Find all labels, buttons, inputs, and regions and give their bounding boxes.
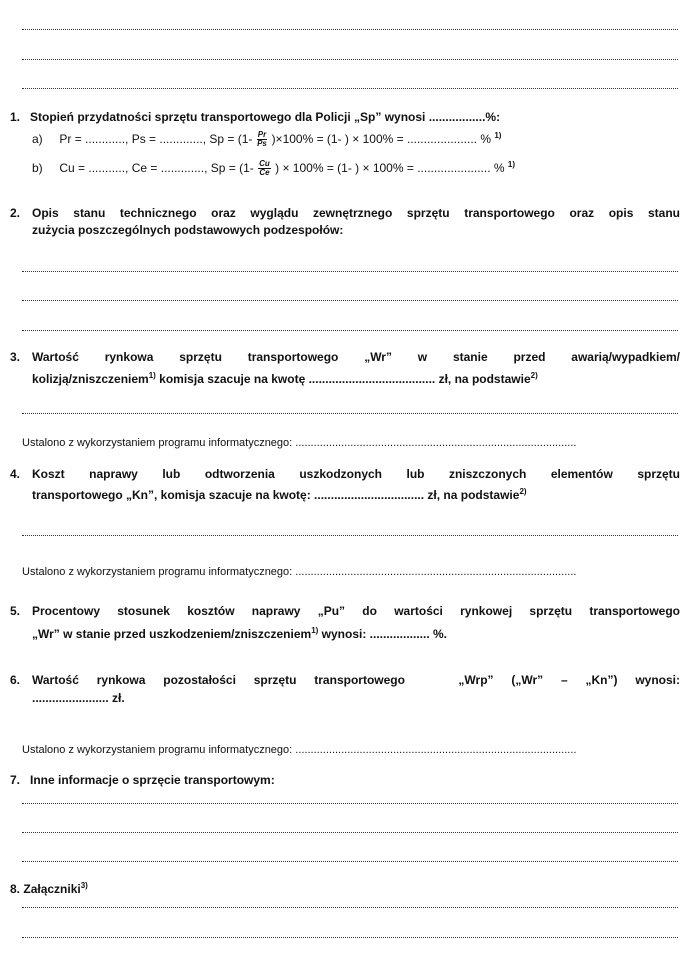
section-1b-fraction [258, 160, 271, 177]
footnote-ref: 3) [80, 881, 88, 890]
top-dotted-line-2[interactable] [22, 59, 678, 60]
top-dotted-line-1[interactable] [22, 29, 678, 30]
section-3-line-2 [32, 368, 538, 387]
footnote-ref: 2) [519, 487, 527, 496]
section-8-label: Załączniki [23, 882, 81, 896]
section-8-title [10, 878, 88, 897]
section-6-line-1: Wartość rynkowa pozostałości sprzętu transportowego „Wrp” („Wr” – „Kn”) wynosi: [32, 673, 680, 687]
section-5-line-2 [32, 623, 447, 642]
section-1a-text: Pr = ............, Ps = ............., Sp = (1- [59, 132, 253, 146]
section-4-dotted-line[interactable] [22, 535, 678, 536]
section-1b-text: Cu = ..........., Ce = ............., Sp = (1- [59, 161, 254, 175]
section-2-dotted-line-1[interactable] [22, 271, 678, 272]
section-2-line-2: zużycia poszczególnych podstawowych podzespołów: [32, 223, 344, 237]
section-2-dotted-line-3[interactable] [22, 330, 678, 331]
section-1a-label: a) [32, 132, 43, 146]
section-4-established: Ustalono z wykorzystaniem programu informatycznego: ............................................................................................ [22, 566, 577, 578]
section-3-dotted-line[interactable] [22, 413, 678, 414]
section-3-line-2a: kolizją/zniszczeniem [32, 372, 149, 386]
footnote-ref: 1) [311, 626, 319, 635]
section-2-number: 2. [10, 206, 21, 220]
fraction-numerator: Pr [257, 130, 267, 140]
footnote-ref: 1) [494, 131, 502, 140]
section-6-number: 6. [10, 673, 21, 687]
fraction-denominator: Ce [259, 168, 270, 178]
section-8-dotted-line-2[interactable] [22, 937, 678, 938]
top-dotted-line-3[interactable] [22, 88, 678, 89]
section-1-title: Stopień przydatności sprzętu transportowego dla Policji „Sp” wynosi .................%: [30, 110, 501, 124]
section-1-number: 1. [10, 110, 21, 124]
section-1a-fraction [257, 131, 267, 148]
footnote-ref: 2) [530, 371, 538, 380]
section-4-line-1: Koszt naprawy lub odtworzenia uszkodzonych lub zniszczonych elementów sprzętu [32, 467, 680, 481]
section-3-established: Ustalono z wykorzystaniem programu informatycznego: ............................................................................................ [22, 437, 577, 449]
section-5-line-1: Procentowy stosunek kosztów naprawy „Pu” do wartości rynkowej sprzętu transportowego [32, 604, 680, 618]
section-8-number: 8. [10, 882, 21, 896]
fraction-numerator: Cu [259, 159, 270, 169]
section-5-number: 5. [10, 604, 21, 618]
section-2-line-1: Opis stanu technicznego oraz wyglądu zewnętrznego sprzętu transportowego oraz opis stanu [32, 206, 680, 220]
fraction-denominator: Ps [257, 139, 267, 149]
section-5-line-2a: „Wr” w stanie przed uszkodzeniem/zniszczeniem [32, 627, 312, 641]
section-2-dotted-line-2[interactable] [22, 300, 678, 301]
section-4-line-2 [32, 484, 527, 503]
footnote-ref: 1) [507, 160, 516, 169]
section-1a-row [32, 128, 501, 148]
section-6-line-2: ....................... zł. [32, 691, 125, 705]
section-4-line-2a: transportowego „Kn”, komisja szacuje na kwotę: ................................. zł, na podstawie [32, 488, 520, 502]
section-1b-text-2: ) × 100% = (1- ) × 100% = ...................... % [275, 161, 505, 175]
section-7-dotted-line-3[interactable] [22, 861, 678, 862]
section-1a-text-2: )×100% = (1- ) × 100% = ..................... % [271, 132, 491, 146]
section-7-number: 7. [10, 773, 21, 787]
section-4-number: 4. [10, 467, 21, 481]
section-5-line-2b: wynosi: .................. %. [318, 627, 448, 641]
section-6-established: Ustalono z wykorzystaniem programu informatycznego: ............................................................................................ [22, 744, 577, 756]
section-1b-row [32, 157, 515, 177]
section-3-number: 3. [10, 350, 21, 364]
section-3-line-1: Wartość rynkowa sprzętu transportowego „Wr” w stanie przed awarią/wypadkiem/ [32, 350, 680, 364]
section-3-line-2b: komisja szacuje na kwotę ...................................... zł, na podstawie [155, 372, 531, 386]
section-7-dotted-line-1[interactable] [22, 803, 678, 804]
section-7-title: Inne informacje o sprzęcie transportowym: [30, 773, 275, 787]
section-1b-label: b) [32, 161, 43, 175]
section-7-dotted-line-2[interactable] [22, 832, 678, 833]
footnote-ref: 1) [148, 371, 156, 380]
section-8-dotted-line-1[interactable] [22, 907, 678, 908]
